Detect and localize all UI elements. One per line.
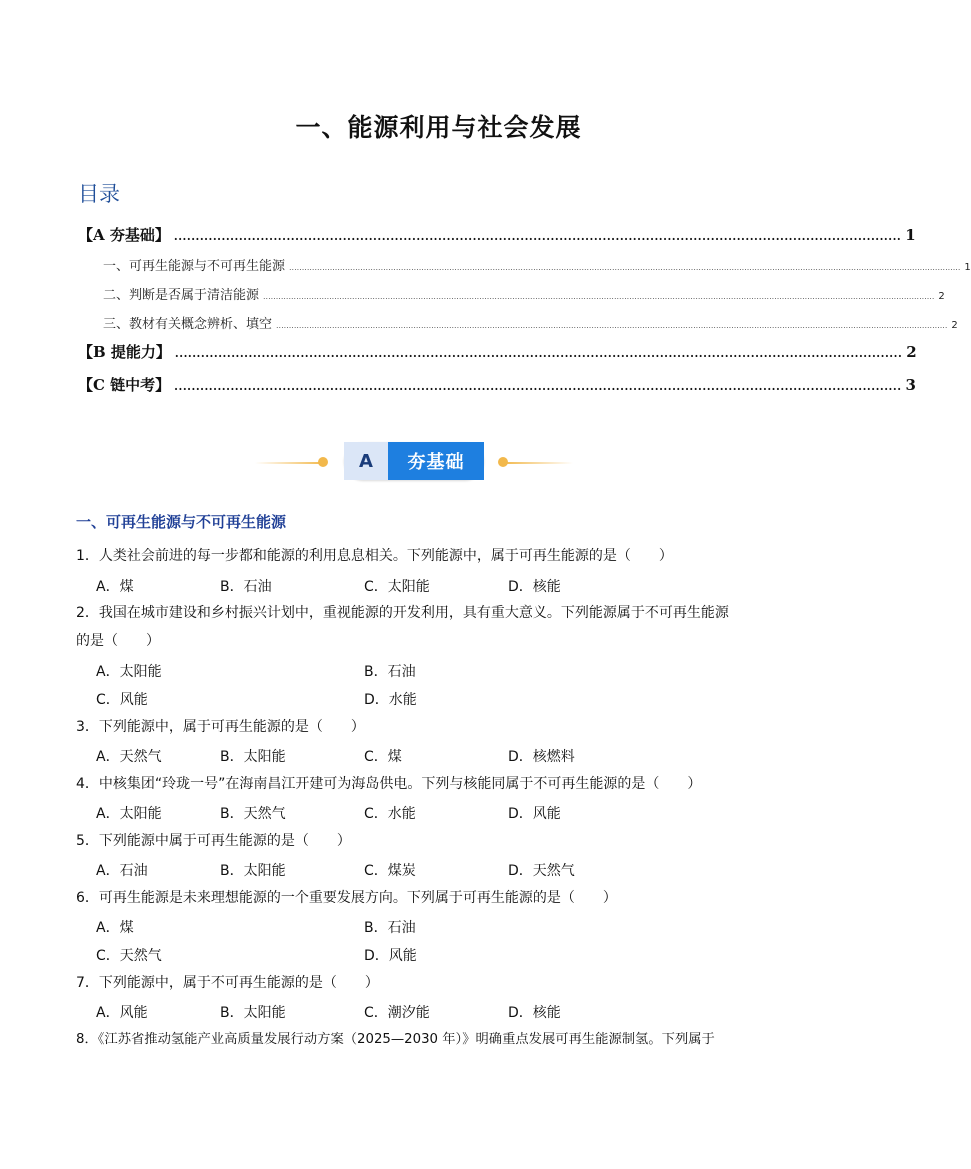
question-7-option-c[interactable]: C．潮汐能 [364,1005,430,1021]
toc-entry-sub-3[interactable] [78,313,958,332]
question-3-option-a[interactable]: A．天然气 [96,749,162,765]
question-1-option-a[interactable]: A．煤 [96,579,134,595]
banner-line-left [255,462,325,464]
question-7-option-a[interactable]: A．风能 [96,1005,148,1021]
toc-entry-a[interactable] [78,224,916,245]
question-4-option-b[interactable]: B．天然气 [220,806,286,822]
section-heading: 一、可再生能源与不可再生能源 [76,513,287,531]
toc-entry-label: 【B 提能力】 [78,343,171,361]
banner-text: 夯基础 [388,442,484,480]
toc-leader: ........................................................................................................................................................................ [174,380,902,393]
question-2-option-b[interactable]: B．石油 [364,664,416,680]
toc-entry-label: 一、可再生能源与不可再生能源 [103,259,286,274]
question-4-option-c[interactable]: C．水能 [364,806,416,822]
toc-entry-label: 【C 链中考】 [78,376,171,394]
question-4-stem: 4．中核集团“玲珑一号”在海南昌江开建可为海岛供电。下列与核能同属于不可再生能源的是（ ） [76,776,702,792]
question-4-option-d[interactable]: D．风能 [508,806,561,822]
question-5-stem: 5．下列能源中属于可再生能源的是（ ） [76,833,351,849]
section-banner [344,442,484,480]
toc-entry-label: 二、判断是否属于清洁能源 [103,288,260,303]
toc-entry-page: 3 [905,376,916,394]
question-2-option-d[interactable]: D．水能 [364,692,417,708]
question-6-option-c[interactable]: C．天然气 [96,948,162,964]
toc-leader: ........................................................................................................................................................................................................................................................................ [263,292,935,301]
toc-entry-page: 1 [964,262,971,273]
question-5-option-d[interactable]: D．天然气 [508,863,575,879]
question-1-option-c[interactable]: C．太阳能 [364,579,430,595]
question-2-option-c[interactable]: C．风能 [96,692,148,708]
banner-dot-left [318,457,328,467]
question-1-option-b[interactable]: B．石油 [220,579,272,595]
question-5-option-a[interactable]: A．石油 [96,863,148,879]
banner-line-right [503,462,573,464]
toc-heading: 目录 [78,182,120,206]
toc-entry-sub-2[interactable] [78,284,945,303]
toc-entry-c[interactable] [78,374,916,395]
question-1-stem: 1．人类社会前进的每一步都和能源的利用息息相关。下列能源中，属于可再生能源的是（ ） [76,548,673,564]
toc-entry-page: 2 [938,291,945,302]
toc-leader: ........................................................................................................................................................................................................................................................................ [289,263,961,272]
question-7-option-b[interactable]: B．太阳能 [220,1005,286,1021]
question-3-stem: 3．下列能源中，属于可再生能源的是（ ） [76,719,365,735]
toc-leader: ........................................................................................................................................................................................................................................................................ [276,321,948,330]
question-7-stem: 7．下列能源中，属于不可再生能源的是（ ） [76,975,379,991]
toc-entry-sub-1[interactable] [78,255,971,274]
toc-leader: ........................................................................................................................................................................ [174,347,903,360]
toc-leader: ........................................................................................................................................................................ [173,230,902,243]
toc-entry-page: 1 [905,226,916,244]
toc-entry-b[interactable] [78,341,917,362]
toc-entry-label: 【A 夯基础】 [78,226,170,244]
question-6-option-d[interactable]: D．风能 [364,948,417,964]
toc-entry-page: 2 [951,320,958,331]
question-3-option-b[interactable]: B．太阳能 [220,749,286,765]
question-5-option-c[interactable]: C．煤炭 [364,863,416,879]
question-2-stem-continued: 的是（ ） [76,633,160,649]
question-1-option-d[interactable]: D．核能 [508,579,561,595]
question-3-option-d[interactable]: D．核燃料 [508,749,575,765]
question-5-option-b[interactable]: B．太阳能 [220,863,286,879]
toc-entry-label: 三、教材有关概念辨析、填空 [103,317,273,332]
question-2-option-a[interactable]: A．太阳能 [96,664,162,680]
question-3-option-c[interactable]: C．煤 [364,749,402,765]
banner-letter: A [344,442,388,480]
question-6-option-a[interactable]: A．煤 [96,920,134,936]
page-title: 一、能源利用与社会发展 [295,113,582,142]
question-8-stem: 8．《江苏省推动氢能产业高质量发展行动方案（2025—2030 年）》明确重点发展可再生能源制氢。下列属于 [76,1032,715,1047]
question-6-option-b[interactable]: B．石油 [364,920,416,936]
question-2-stem: 2．我国在城市建设和乡村振兴计划中，重视能源的开发利用，具有重大意义。下列能源属于不可再生能源 [76,605,729,621]
question-7-option-d[interactable]: D．核能 [508,1005,561,1021]
toc-entry-page: 2 [906,343,917,361]
question-6-stem: 6．可再生能源是未来理想能源的一个重要发展方向。下列属于可再生能源的是（ ） [76,890,617,906]
question-4-option-a[interactable]: A．太阳能 [96,806,162,822]
